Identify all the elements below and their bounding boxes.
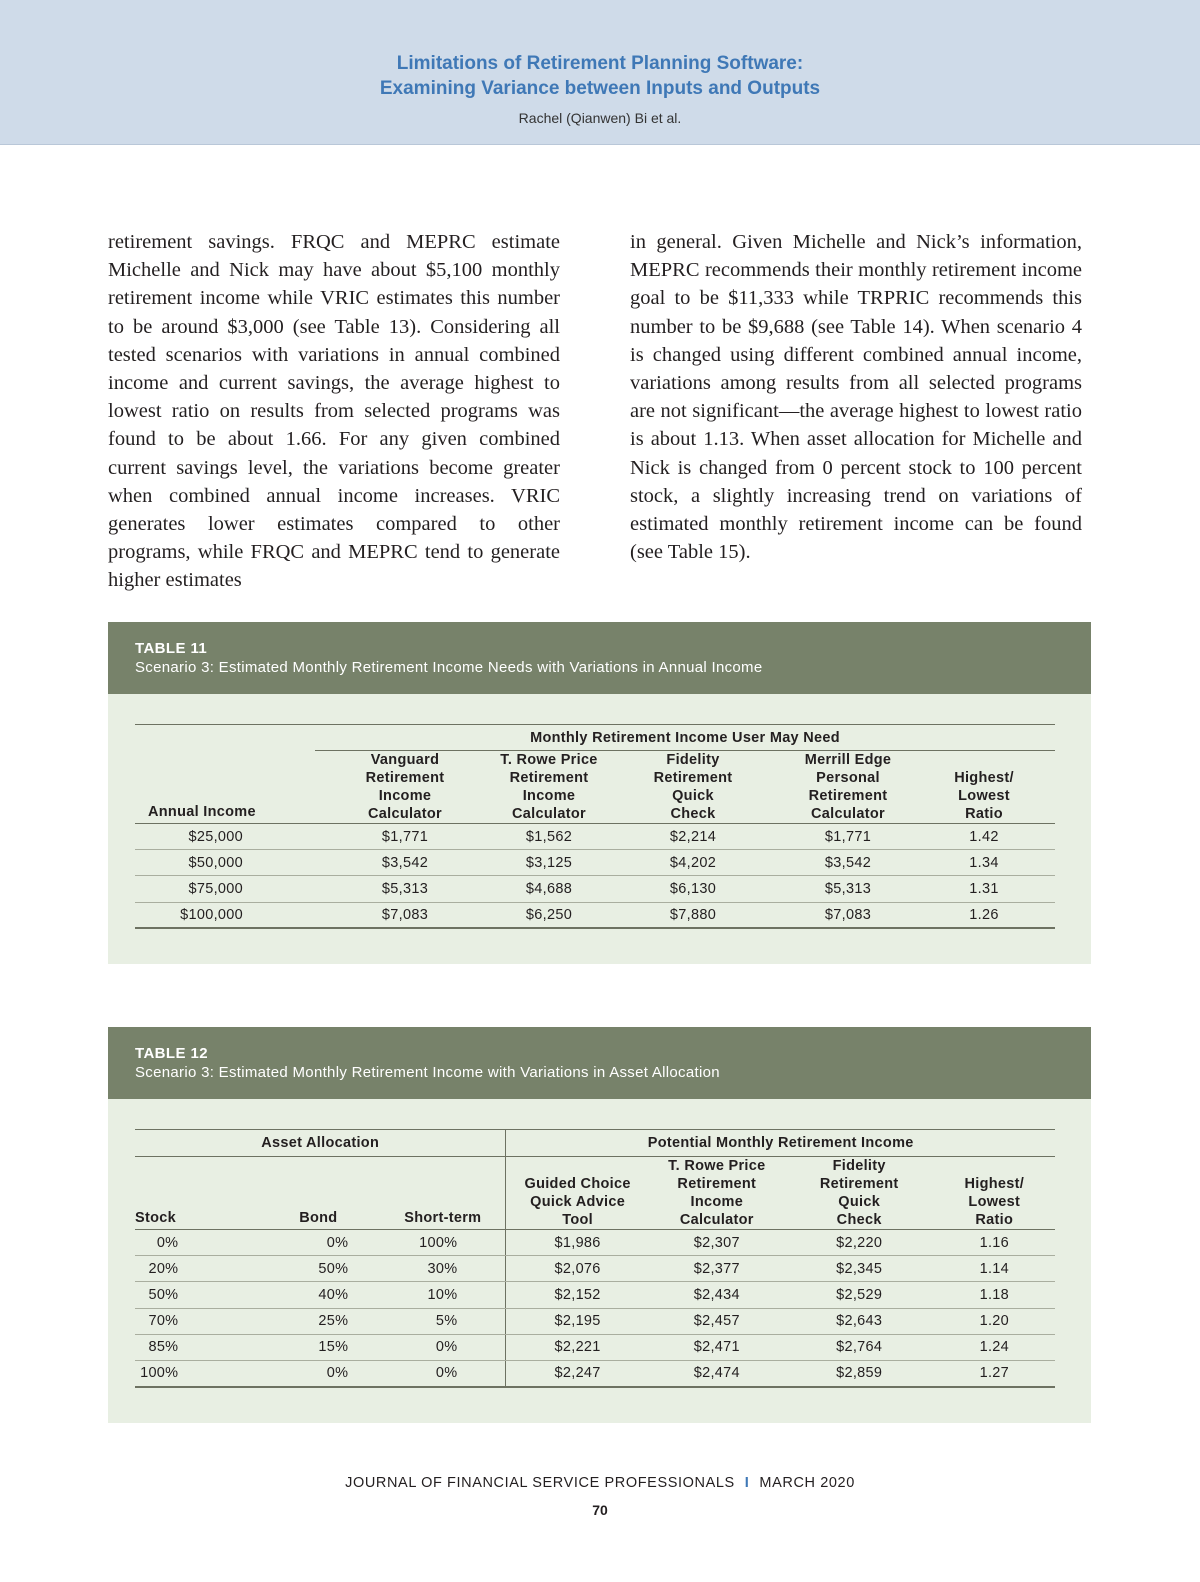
table11-cell: $6,130 — [603, 876, 783, 902]
table12-cell: $2,434 — [649, 1282, 785, 1308]
table-11-col-3: Fidelity Retirement Quick Check — [603, 751, 783, 824]
table12-cell: 1.20 — [934, 1308, 1055, 1334]
table-11-name: TABLE 11 — [135, 640, 208, 657]
table-12-col-1: Bond — [182, 1157, 404, 1230]
table-12-col-4: T. Rowe Price Retirement Income Calculator — [649, 1157, 785, 1230]
table12-cell: $2,764 — [785, 1334, 934, 1360]
table12-cell: 1.14 — [934, 1256, 1055, 1282]
table12-cell: 85% — [135, 1334, 182, 1360]
table12-row — [135, 1360, 1055, 1386]
table12-cell: 70% — [135, 1308, 182, 1334]
table12-cell: $2,220 — [785, 1230, 934, 1256]
table12-cell: 25% — [182, 1308, 404, 1334]
table11-cell: $7,880 — [603, 902, 783, 928]
table11-cell: $2,214 — [603, 824, 783, 850]
table11-cell: $7,083 — [783, 902, 913, 928]
table11-cell: $50,000 — [135, 850, 315, 876]
table-12-col-3: Guided Choice Quick Advice Tool — [506, 1157, 649, 1230]
table12-cell: 10% — [404, 1282, 506, 1308]
table12-cell: 30% — [404, 1256, 506, 1282]
body-text-left-column: retirement savings. FRQC and MEPRC estimate Michelle and Nick may have about $5,100 monthly retirement income while VRIC estimates this number to be around $3,000 (see Table 13). Considering all tested scenarios with variations in annual combined income and current savings, the average highest to lowest ratio on results from selected programs was found to be about 1.66. For any given combined current savings level, the variations become greater when combined annual income increases. VRIC generates lower estimates compared to other programs, while FRQC and MEPRC tend to generate higher estimates — [108, 231, 560, 592]
page-footer — [0, 1475, 1200, 1491]
table-11-col-1: Vanguard Retirement Income Calculator — [315, 751, 495, 824]
table11-cell: 1.42 — [913, 824, 1055, 850]
table-12-col-0: Stock — [135, 1157, 182, 1230]
table11-cell: 1.31 — [913, 876, 1055, 902]
table12-row — [135, 1282, 1055, 1308]
table11-cell: 1.26 — [913, 902, 1055, 928]
article-title-line-2: Examining Variance between Inputs and Outputs — [379, 78, 821, 99]
page-header — [0, 0, 1200, 145]
table-11-block — [108, 622, 1091, 964]
table12-cell: 0% — [404, 1360, 506, 1386]
table-11-header — [108, 622, 1091, 694]
article-title-line-1: Limitations of Retirement Planning Software: — [396, 53, 804, 74]
table-11-group-header: Monthly Retirement Income User May Need — [315, 725, 1055, 751]
table-11-col-0: Annual Income — [135, 751, 315, 824]
table12-cell: $2,643 — [785, 1308, 934, 1334]
table-12-name: TABLE 12 — [135, 1045, 208, 1062]
table12-cell: 50% — [135, 1282, 182, 1308]
table12-cell: 20% — [135, 1256, 182, 1282]
table11-cell: $75,000 — [135, 876, 315, 902]
table12-cell: 1.27 — [934, 1360, 1055, 1386]
table11-cell: $1,562 — [495, 824, 603, 850]
table-11 — [135, 724, 1055, 929]
table12-cell: $1,986 — [506, 1230, 649, 1256]
table11-cell: $4,202 — [603, 850, 783, 876]
body-text-right-column: in general. Given Michelle and Nick’s information, MEPRC recommends their monthly retirement income goal to be $11,333 while TRPRIC recommends this number to be $9,688 (see Table 14). When scenario 4 is changed using different combined annual income, variations among results from all selected programs are not significant—the average highest to lowest ratio is about 1.13. When asset allocation for Michelle and Nick is changed from 0 percent stock to 100 percent stock, a slightly increasing trend on variations of estimated monthly retirement income can be found (see Table 15). — [630, 231, 1082, 564]
table11-cell: 1.34 — [913, 850, 1055, 876]
table12-cell: $2,247 — [506, 1360, 649, 1386]
table11-cell: $1,771 — [783, 824, 913, 850]
table12-cell: 0% — [135, 1230, 182, 1256]
table12-cell: 100% — [135, 1360, 182, 1386]
article-author: Rachel (Qianwen) Bi et al. — [518, 110, 682, 126]
table11-cell: $4,688 — [495, 876, 603, 902]
table12-cell: 1.16 — [934, 1230, 1055, 1256]
table12-cell: 0% — [404, 1334, 506, 1360]
table12-cell: $2,221 — [506, 1334, 649, 1360]
table12-cell: $2,474 — [649, 1360, 785, 1386]
table11-cell: $6,250 — [495, 902, 603, 928]
issue-date: MARCH 2020 — [759, 1475, 855, 1491]
table11-row — [135, 824, 1055, 850]
table-12-col-2: Short-term — [404, 1157, 506, 1230]
table12-cell: 0% — [182, 1360, 404, 1386]
table12-cell: 1.18 — [934, 1282, 1055, 1308]
table12-cell: $2,457 — [649, 1308, 785, 1334]
table12-row — [135, 1334, 1055, 1360]
table12-cell: 50% — [182, 1256, 404, 1282]
table12-cell: $2,529 — [785, 1282, 934, 1308]
table-12-header — [108, 1027, 1091, 1099]
table11-cell: $100,000 — [135, 902, 315, 928]
table12-cell: 5% — [404, 1308, 506, 1334]
table-11-spacer — [135, 725, 315, 751]
table-11-col-4: Merrill Edge Personal Retirement Calculator — [783, 751, 913, 824]
page-number: 70 — [592, 1502, 608, 1518]
table12-cell: $2,076 — [506, 1256, 649, 1282]
footer-separator: I — [744, 1475, 750, 1491]
table11-cell: $3,542 — [315, 850, 495, 876]
journal-name: JOURNAL OF FINANCIAL SERVICE PROFESSIONALS — [345, 1475, 735, 1491]
table-11-col-2: T. Rowe Price Retirement Income Calculator — [495, 751, 603, 824]
table-12 — [135, 1129, 1055, 1388]
table12-cell: $2,377 — [649, 1256, 785, 1282]
table11-cell: $1,771 — [315, 824, 495, 850]
table-11-column-headers — [135, 751, 1055, 824]
table12-row — [135, 1256, 1055, 1282]
table-12-group-header-right: Potential Monthly Retirement Income — [506, 1130, 1055, 1157]
table-12-col-6: Highest/ Lowest Ratio — [934, 1157, 1055, 1230]
table12-cell: 1.24 — [934, 1334, 1055, 1360]
table12-cell: $2,152 — [506, 1282, 649, 1308]
table12-cell: $2,471 — [649, 1334, 785, 1360]
table11-cell: $7,083 — [315, 902, 495, 928]
table-12-column-headers — [135, 1157, 1055, 1230]
table12-cell: $2,307 — [649, 1230, 785, 1256]
table11-row — [135, 876, 1055, 902]
table12-row — [135, 1308, 1055, 1334]
table-12-subtitle: Scenario 3: Estimated Monthly Retirement Income with Variations in Asset Allocation — [135, 1064, 720, 1081]
table11-cell: $3,542 — [783, 850, 913, 876]
table12-cell: 15% — [182, 1334, 404, 1360]
table11-cell: $25,000 — [135, 824, 315, 850]
table12-cell: $2,345 — [785, 1256, 934, 1282]
table11-row — [135, 850, 1055, 876]
table-11-subtitle: Scenario 3: Estimated Monthly Retirement Income Needs with Variations in Annual Income — [135, 659, 763, 676]
table11-cell: $5,313 — [783, 876, 913, 902]
table11-cell: $3,125 — [495, 850, 603, 876]
table11-row — [135, 902, 1055, 928]
table-12-col-5: Fidelity Retirement Quick Check — [785, 1157, 934, 1230]
table12-row — [135, 1230, 1055, 1256]
table-12-group-header-left: Asset Allocation — [135, 1130, 506, 1157]
table-11-col-5: Highest/ Lowest Ratio — [913, 751, 1055, 824]
table11-cell: $5,313 — [315, 876, 495, 902]
table12-cell: $2,195 — [506, 1308, 649, 1334]
table-12-block — [108, 1027, 1091, 1423]
table12-cell: 100% — [404, 1230, 506, 1256]
table12-cell: 40% — [182, 1282, 404, 1308]
table12-cell: 0% — [182, 1230, 404, 1256]
table12-cell: $2,859 — [785, 1360, 934, 1386]
